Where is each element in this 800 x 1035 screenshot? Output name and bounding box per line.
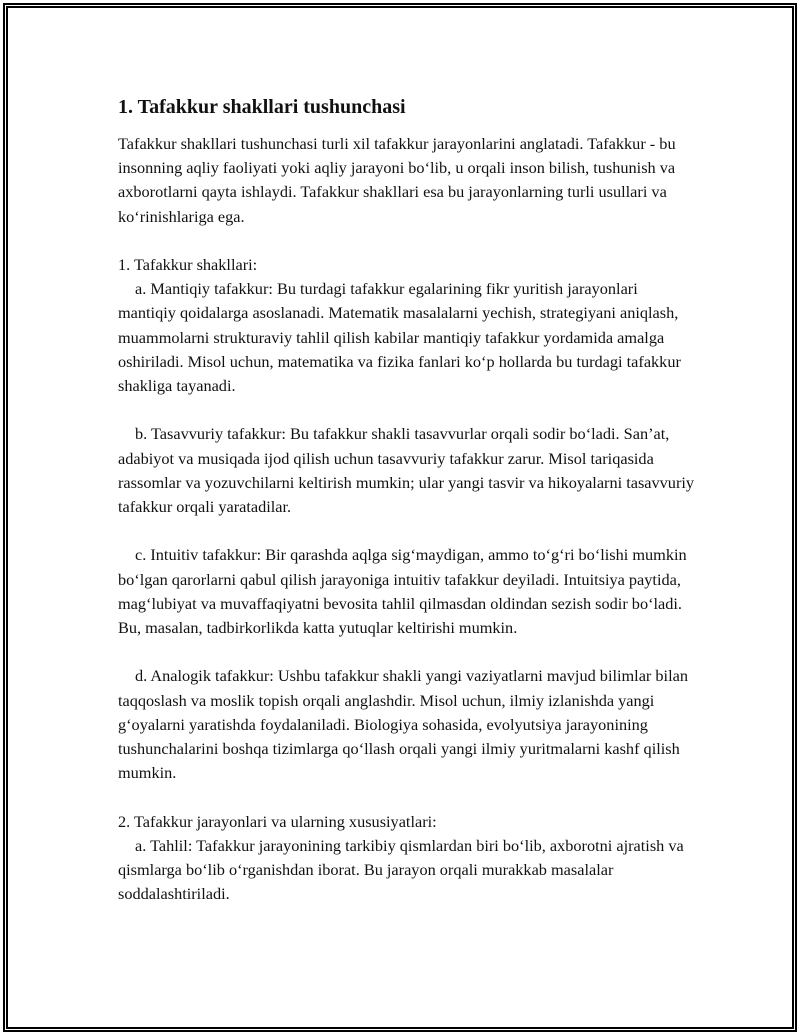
- document-title: 1. Tafakkur shakllari tushunchasi: [118, 96, 406, 118]
- spacer: [118, 398, 698, 422]
- spacer: [118, 785, 698, 809]
- spacer: [118, 640, 698, 664]
- item-c-paragraph: c. Intuitiv tafakkur: Bir qarashda aqlga sigʻmaydigan, ammo toʻgʻri boʻlishi mumkin boʻlgan qarorlarni qabul qilish jarayoniga intuitiv tafakkur deyiladi. Intuitsiya paytida, magʻlubiyat va muvaffaqiyatni bevosita tahlil qilmasdan oldindan sezish sodir boʻladi. Bu, masalan, tadbirkorlikda katta yutuqlar keltirishi mumkin.: [118, 545, 687, 638]
- spacer: [118, 229, 698, 253]
- section-1-heading: 1. Tafakkur shakllari:: [118, 255, 258, 274]
- item-b-paragraph: b. Tasavvuriy tafakkur: Bu tafakkur shakli tasavvurlar orqali sodir boʻladi. Sanʼat, adabiyot va musiqada ijod qilish uchun tasavvuriy tafakkur zarur. Misol tariqasida rassomlar va yozuvchilarni keltirish mumkin; ular yangi tasvir va hikoyalarni tasavvuriy tafakkur orqali yaratadilar.: [118, 424, 695, 517]
- document-body: [118, 94, 698, 906]
- intro-paragraph: Tafakkur shakllari tushunchasi turli xil tafakkur jarayonlarini anglatadi. Tafakkur - bu insonning aqliy faoliyati yoki aqliy jarayoni boʻlib, u orqali inson bilish, tushunish va axborotlarni qayta ishlaydi. Tafakkur shakllari esa bu jarayonlarning turli usullari va koʻrinishlariga ega.: [118, 134, 676, 226]
- section-2-heading: 2. Tafakkur jarayonlari va ularning xususiyatlari:: [118, 811, 437, 831]
- item-d-paragraph: d. Analogik tafakkur: Ushbu tafakkur shakli yangi vaziyatlarni mavjud bilimlar bilan taqqoslash va moslik topish orqali anglashdir. Misol uchun, ilmiy izlanishda yangi gʻoyalarni yaratishda foydalaniladi. Biologiya sohasida, evolyutsiya jarayonining tushunchalarini boshqa tizimlarga qoʻllash orqali yangi ilmiy yuritmalarni kashf qilish mumkin.: [118, 666, 688, 783]
- item-2a-paragraph: a. Tahlil: Tafakkur jarayonining tarkibiy qismlardan biri boʻlib, axborotni ajratish va qismlarga boʻlib oʻrganishdan iborat. Bu jarayon orqali murakkab masalalar soddalashtiriladi.: [118, 835, 684, 904]
- item-a-paragraph: a. Mantiqiy tafakkur: Bu turdagi tafakkur egalarining fikr yuritish jarayonlari mantiqiy qoidalarga asoslanadi. Matematik masalalarni yechish, strategiyani aniqlash, muammolarni strukturaviy tahlil qilish kabilar mantiqiy tafakkur yordamida amalga oshiriladi. Misol uchun, matematika va fizika fanlari koʻp hollarda bu turdagi tafakkur shakliga tayanadi.: [118, 279, 681, 396]
- spacer: [118, 519, 698, 543]
